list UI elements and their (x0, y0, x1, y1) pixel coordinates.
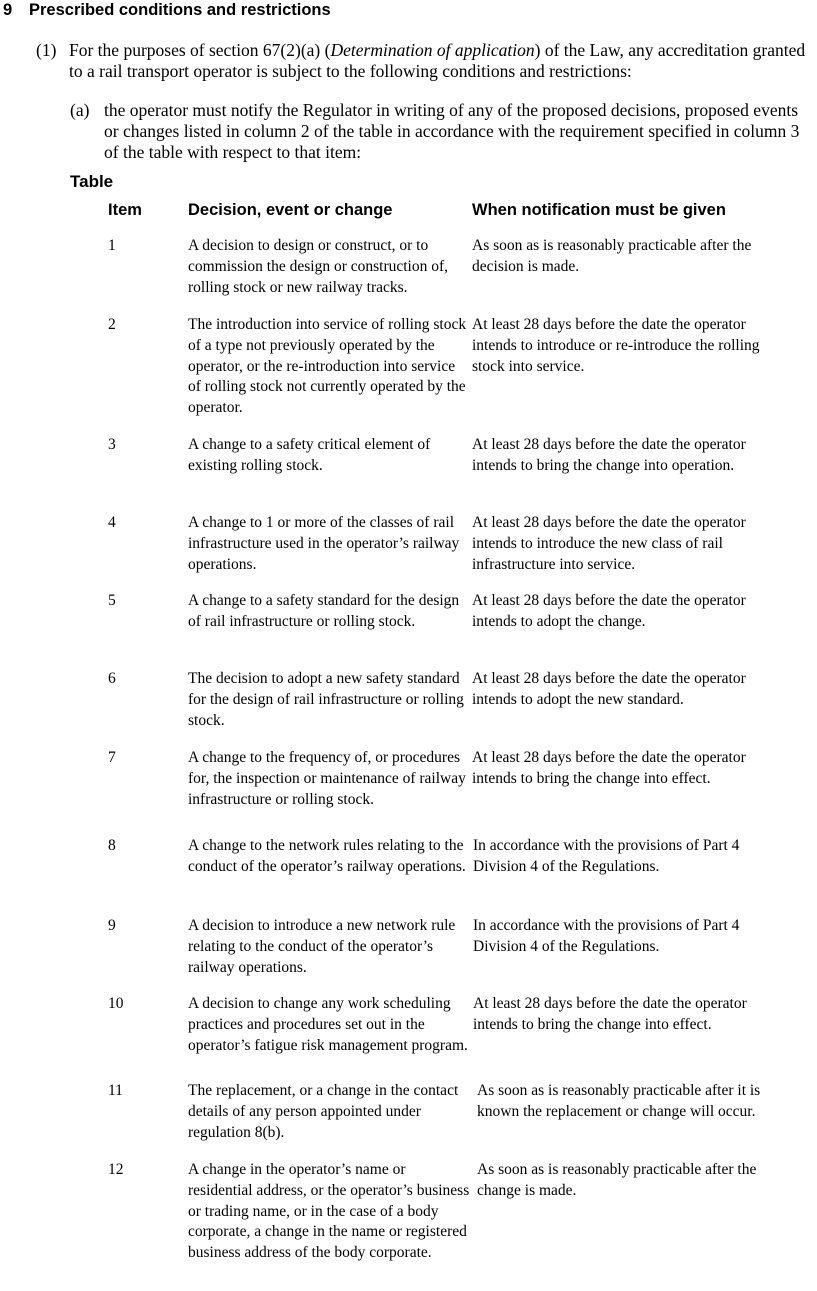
subsection-text (69, 40, 815, 82)
column-header-item: Item (108, 201, 142, 219)
decision-cell: A change to the frequency of, or procedures for, the inspection or maintenance of railway infrastructure or rolling stock. (188, 749, 466, 808)
notification-cell: At least 28 days before the date the operator intends to introduce the new class of rail infrastructure into service. (472, 514, 746, 573)
section-heading (3, 1, 331, 20)
decision-cell: A change to a safety standard for the design of rail infrastructure or rolling stock. (188, 592, 460, 630)
decision-cell: A change to a safety critical element of existing rolling stock. (188, 436, 431, 474)
decision-cell: The replacement, or a change in the contact details of any person appointed under regulation 8(b). (188, 1082, 459, 1141)
item-number-cell: 6 (108, 670, 116, 687)
decision-cell: A decision to design or construct, or to commission the design or construction of, rolling stock or new railway tracks. (188, 237, 449, 296)
notification-cell: At least 28 days before the date the operator intends to bring the change into effect. (473, 995, 747, 1033)
section-number: 9 (3, 1, 13, 19)
notification-cell: At least 28 days before the date the operator intends to bring the change into effect. (472, 749, 746, 787)
subsection-text-start: For the purposes of section 67(2)(a) ( (69, 40, 331, 60)
item-number-cell: 9 (108, 917, 116, 934)
decision-cell: A change to the network rules relating to the conduct of the operator’s railway operations. (188, 837, 466, 875)
paragraph-a (70, 100, 813, 163)
notification-cell: At least 28 days before the date the operator intends to adopt the change. (472, 592, 746, 630)
table-title: Table (70, 172, 114, 191)
decision-cell: The introduction into service of rolling stock of a type not previously operated by the operator, or the re-introduction into service of rolling stock not currently operated by the operator. (188, 316, 467, 417)
notification-cell: In accordance with the provisions of Part 4 Division 4 of the Regulations. (473, 917, 740, 955)
notification-cell: At least 28 days before the date the operator intends to introduce or re-introduce the rolling stock into service. (472, 316, 760, 375)
paragraph-text: the operator must notify the Regulator in writing of any of the proposed decisions, proposed events or changes listed in column 2 of the table in accordance with the requirement specified in column 3 of the table with respect to that item: (104, 100, 800, 162)
item-number-cell: 7 (108, 749, 116, 766)
decision-cell: A change to 1 or more of the classes of rail infrastructure used in the operator’s railway operations. (188, 514, 460, 573)
notification-cell: As soon as is reasonably practicable after the decision is made. (472, 237, 752, 275)
item-number-cell: 2 (108, 316, 116, 333)
item-number-cell: 8 (108, 837, 116, 854)
notification-cell: At least 28 days before the date the operator intends to adopt the new standard. (472, 670, 746, 708)
item-number-cell: 4 (108, 514, 116, 531)
column-header-decision: Decision, event or change (188, 201, 393, 219)
subsection-marker: (1) (36, 40, 57, 60)
decision-cell: The decision to adopt a new safety standard for the design of rail infrastructure or rolling stock. (188, 670, 464, 729)
subsection-text-italic: Determination of application (330, 40, 535, 60)
item-number-cell: 10 (108, 995, 124, 1012)
column-header-when: When notification must be given (472, 201, 726, 219)
item-number-cell: 12 (108, 1161, 124, 1178)
notification-cell: As soon as is reasonably practicable after the change is made. (477, 1161, 757, 1199)
item-number-cell: 11 (108, 1082, 123, 1099)
decision-cell: A change in the operator’s name or residential address, or the operator’s business or trading name, or in the case of a body corporate, a change in the name or registered business address of the body corporate. (188, 1161, 470, 1262)
notification-cell: As soon as is reasonably practicable after it is known the replacement or change will occur. (477, 1082, 761, 1120)
decision-cell: A decision to introduce a new network rule relating to the conduct of the operator’s railway operations. (188, 917, 456, 976)
subsection-1 (36, 40, 815, 82)
section-title: Prescribed conditions and restrictions (29, 1, 331, 19)
notification-cell: In accordance with the provisions of Part 4 Division 4 of the Regulations. (473, 837, 740, 875)
item-number-cell: 3 (108, 436, 116, 453)
item-number-cell: 5 (108, 592, 116, 609)
paragraph-marker: (a) (70, 100, 90, 120)
subsection-text-end: ) of the Law, any accreditation granted to a rail transport operator is subject to the following conditions and restrictions: (69, 40, 806, 81)
item-number-cell: 1 (108, 237, 116, 254)
notification-cell: At least 28 days before the date the operator intends to bring the change into operation. (472, 436, 746, 474)
decision-cell: A decision to change any work scheduling practices and procedures set out in the operator’s fatigue risk management program. (188, 995, 468, 1054)
